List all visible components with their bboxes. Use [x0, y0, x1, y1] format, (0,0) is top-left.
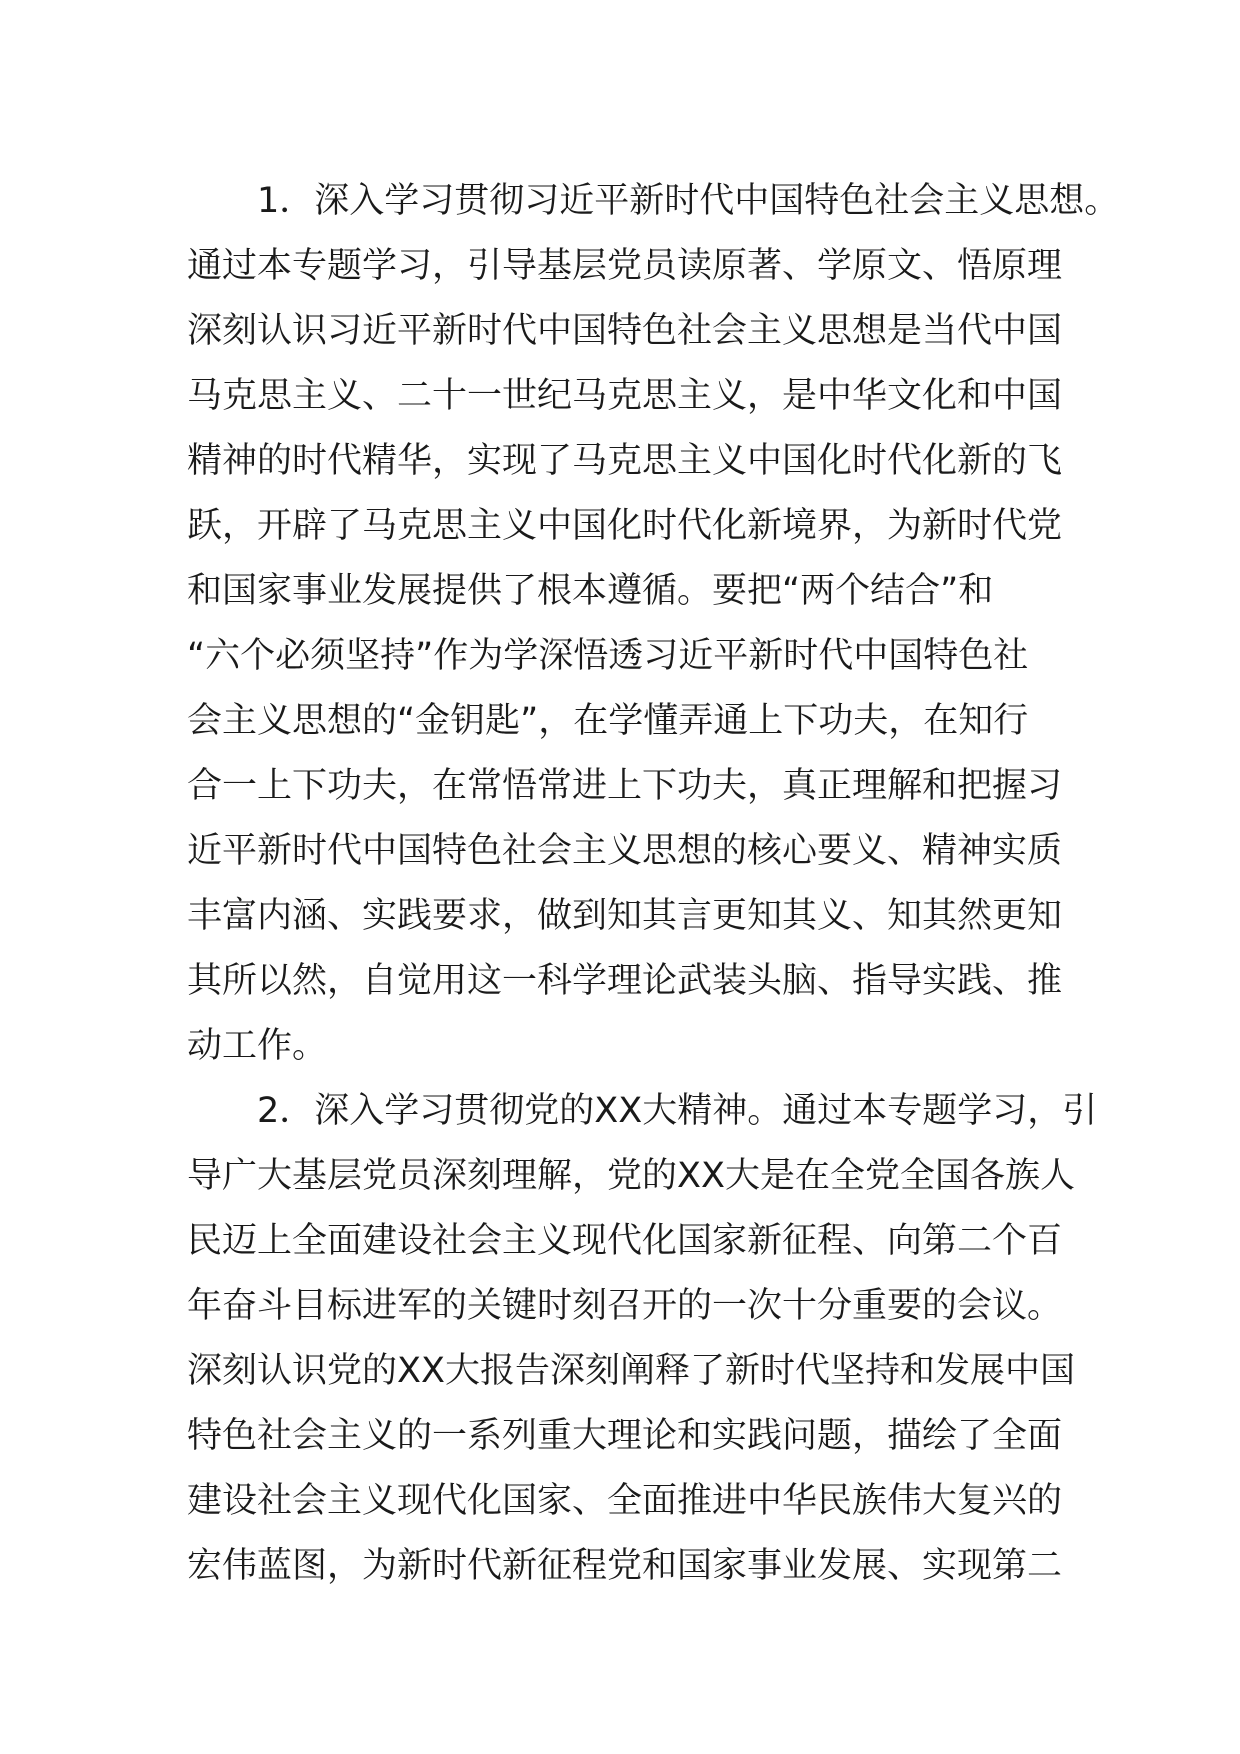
paragraph-2-line-8: 宏伟蓝图，为新时代新征程党和国家事业发展、实现第二 [187, 1546, 1063, 1586]
paragraph-1-line-12: 丰富内涵、实践要求，做到知其言更知其义、知其然更知 [187, 896, 1063, 936]
paragraph-2-line-4: 年奋斗目标进军的关键时刻召开的一次十分重要的会议。 [187, 1286, 1063, 1326]
paragraph-1-line-14: 动工作。 [187, 1026, 328, 1066]
paragraph-2-line-1: 2．深入学习贯彻党的XX大精神。通过本专题学习，引 [257, 1091, 1098, 1131]
paragraph-1-line-10: 合一上下功夫，在常悟常进上下功夫，真正理解和把握习 [187, 766, 1063, 806]
paragraph-2-line-2: 导广大基层党员深刻理解，党的XX大是在全党全国各族人 [187, 1156, 1075, 1196]
paragraph-1-line-3: 深刻认识习近平新时代中国特色社会主义思想是当代中国 [187, 311, 1063, 351]
paragraph-1-line-5: 精神的时代精华，实现了马克思主义中国化时代化新的飞 [187, 441, 1063, 481]
paragraph-1-line-1: 1．深入学习贯彻习近平新时代中国特色社会主义思想。 [257, 181, 1120, 221]
paragraph-1-line-9: 会主义思想的“金钥匙”，在学懂弄通上下功夫，在知行 [187, 701, 1029, 741]
paragraph-1-line-8: “六个必须坚持”作为学深悟透习近平新时代中国特色社 [187, 636, 1029, 676]
paragraph-2-line-5: 深刻认识党的XX大报告深刻阐释了新时代坚持和发展中国 [187, 1351, 1075, 1391]
paragraph-1-line-4: 马克思主义、二十一世纪马克思主义，是中华文化和中国 [187, 376, 1063, 416]
paragraph-1-line-11: 近平新时代中国特色社会主义思想的核心要义、精神实质 [187, 831, 1063, 871]
paragraph-2-line-7: 建设社会主义现代化国家、全面推进中华民族伟大复兴的 [187, 1481, 1063, 1521]
paragraph-1-line-6: 跃，开辟了马克思主义中国化时代化新境界，为新时代党 [187, 506, 1063, 546]
paragraph-2-line-6: 特色社会主义的一系列重大理论和实践问题，描绘了全面 [187, 1416, 1063, 1456]
paragraph-2-line-3: 民迈上全面建设社会主义现代化国家新征程、向第二个百 [187, 1221, 1063, 1261]
paragraph-1-line-13: 其所以然，自觉用这一科学理论武装头脑、指导实践、推 [187, 961, 1063, 1001]
document-body [187, 169, 1120, 1599]
paragraph-1-line-2: 通过本专题学习，引导基层党员读原著、学原文、悟原理 [187, 246, 1063, 286]
paragraph-1-line-7: 和国家事业发展提供了根本遵循。要把“两个结合”和 [187, 571, 994, 611]
